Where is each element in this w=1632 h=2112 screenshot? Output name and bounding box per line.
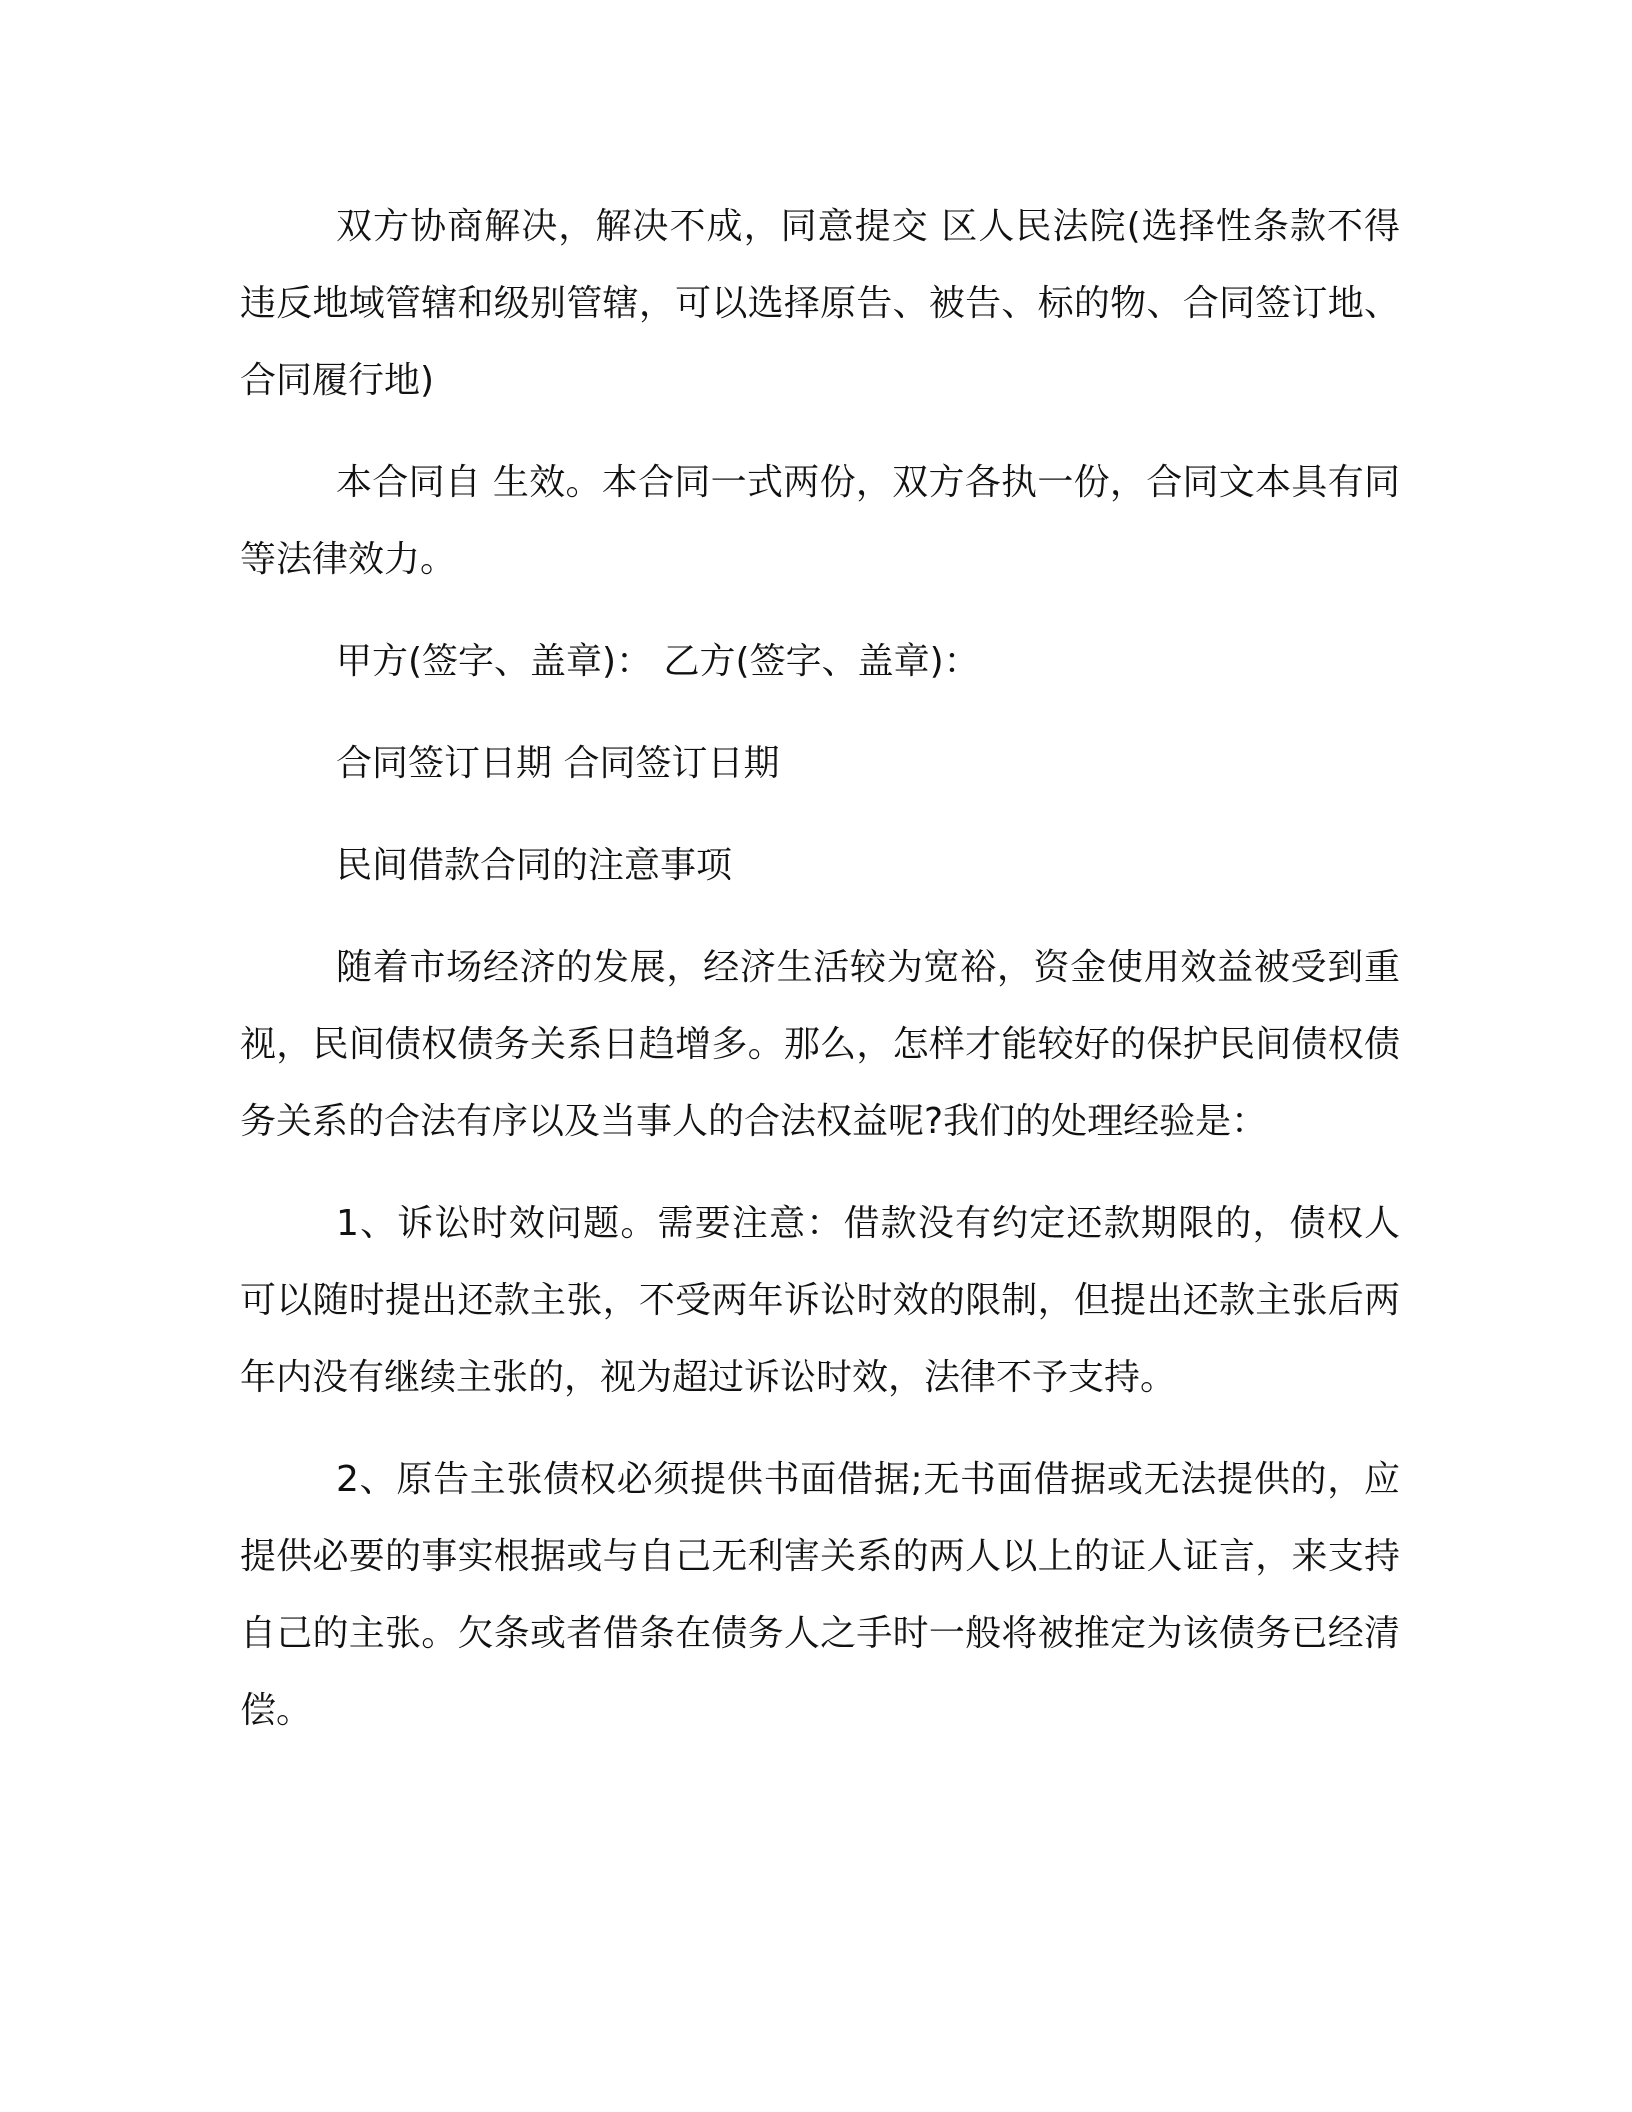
paragraph-item-1: 1、诉讼时效问题。需要注意：借款没有约定还款期限的，债权人可以随时提出还款主张，不受两年诉讼时效的限制，但提出还款主张后两年内没有继续主张的，视为超过诉讼时效，法律不予支持。	[240, 1203, 1400, 1398]
section-heading-notes: 民间借款合同的注意事项	[336, 845, 733, 886]
paragraph-signing-dates: 合同签订日期 合同签订日期	[336, 743, 780, 784]
paragraph-dispute-resolution: 双方协商解决，解决不成，同意提交 区人民法院(选择性条款不得违反地域管辖和级别管辖，可以选择原告、被告、标的物、合同签订地、合同履行地)	[240, 206, 1400, 401]
document-body	[240, 188, 1400, 1774]
paragraph-signatures: 甲方(签字、盖章)： 乙方(签字、盖章)：	[336, 641, 980, 682]
paragraph-intro: 随着市场经济的发展，经济生活较为宽裕，资金使用效益被受到重视，民间债权债务关系日趋增多。那么，怎样才能较好的保护民间债权债务关系的合法有序以及当事人的合法权益呢?我们的处理经验是：	[240, 947, 1400, 1142]
paragraph-effectiveness: 本合同自 生效。本合同一式两份，双方各执一份，合同文本具有同等法律效力。	[240, 462, 1400, 580]
paragraph-item-2: 2、原告主张债权必须提供书面借据;无书面借据或无法提供的，应提供必要的事实根据或与自己无利害关系的两人以上的证人证言，来支持自己的主张。欠条或者借条在债务人之手时一般将被推定为该债务已经清偿。	[240, 1459, 1400, 1731]
